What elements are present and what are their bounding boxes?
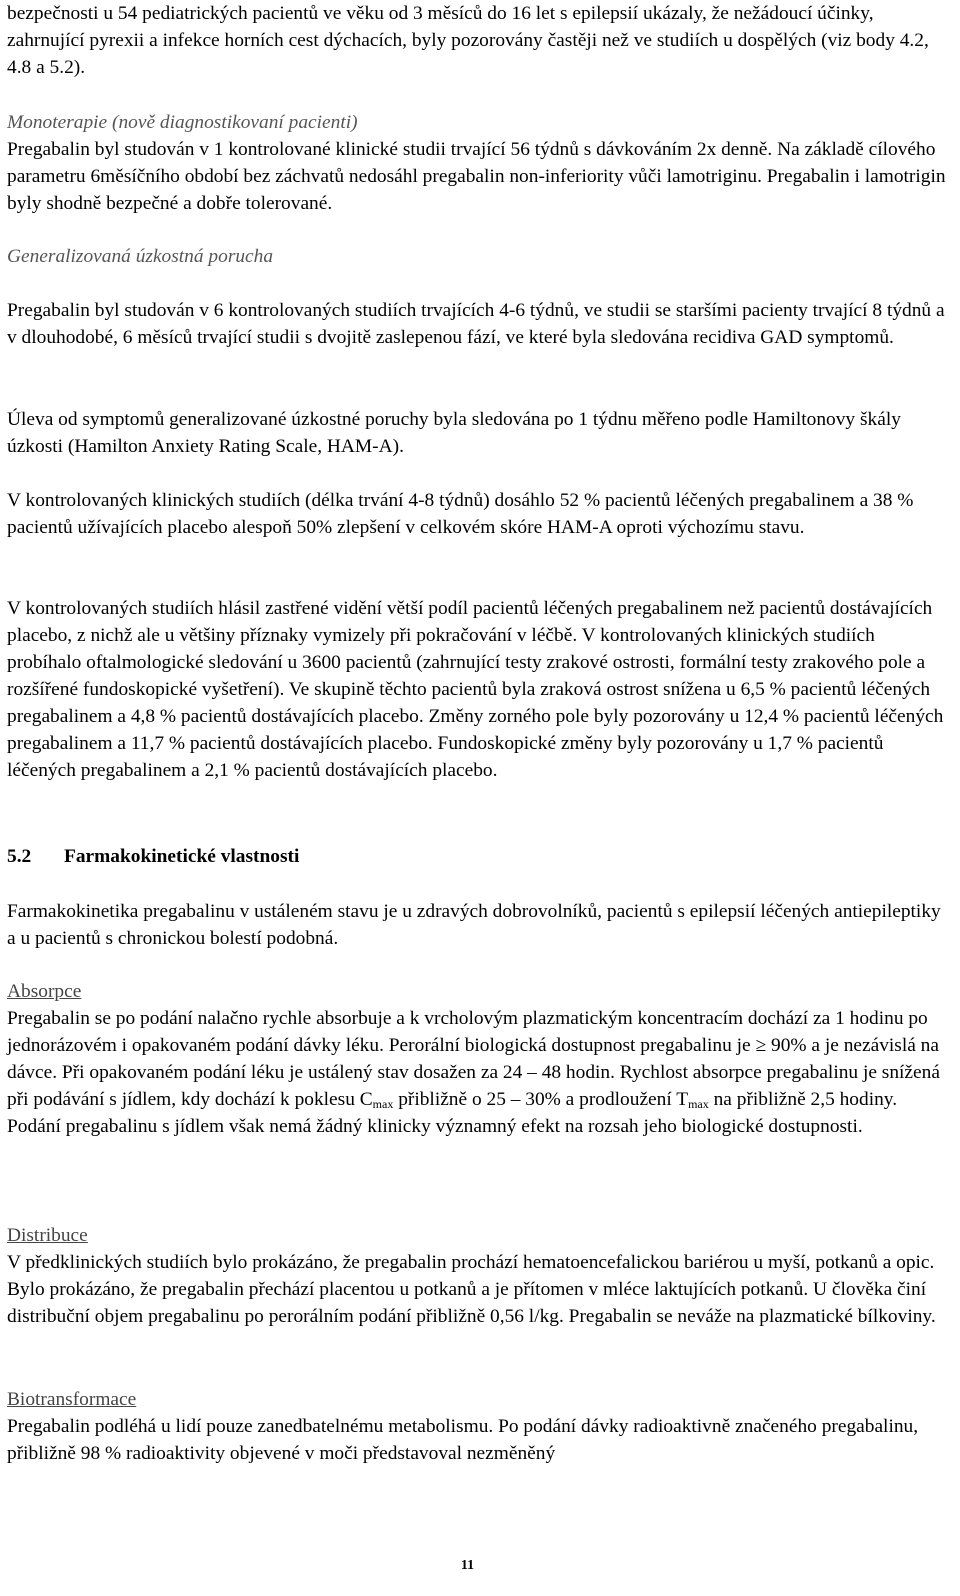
section-title: Farmakokinetické vlastnosti (64, 846, 300, 867)
absorption-text-part-2: 90% a je nezávislá na dávce. Při opakovaném podání léku je ustálený stav dosažen za 24 – 48 hodin. Rychlost absorpce pregabalinu je snížená při podávání s jídlem, kdy dochází k poklesu C (7, 1035, 940, 1110)
distribution-text: V předklinických studiích bylo prokázáno, že pregabalin prochází hematoencefalickou bariérou u myší, potkanů a opic. Bylo prokázáno, že pregabalin přechází placentou u potkanů a je přítomen v mléce laktujících potkanů. U člověka činí distribuční objem pregabalinu po perorálním podání přibližně 0,56 l/kg. Pregabalin se neváže na plazmatické bílkoviny. (7, 1252, 936, 1327)
biotransformation-text: Pregabalin podléhá u lidí pouze zanedbatelnému metabolismu. Po podání dávky radioaktivně značeného pregabalinu, přibližně 98 % radioaktivity objevené v moči představoval nezměněný (7, 1416, 919, 1464)
cmax-subscript: max (372, 1097, 394, 1111)
gad-heading: Generalizovaná úzkostná porucha (7, 246, 274, 267)
greater-equal-symbol: ≥ (755, 1035, 767, 1056)
absorption-text-part-1: Pregabalin se po podání nalačno rychle absorbuje a k vrcholovým plazmatickým koncentracím dochází za 1 hodinu po jednorázovém i opakovaném podání dávky léku. Perorální biologická dostupnost pregabalinu je (7, 1008, 928, 1056)
biotransformation-section (7, 1386, 947, 1467)
monotherapy-text: Pregabalin byl studován v 1 kontrolované klinické studii trvající 56 týdnů s dávkováním 2x denně. Na základě cílového parametru 6měsíčního období bez záchvatů nedosáhl pregabalin non-inferiority vůči lamotriginu. Pregabalin i lamotrigin byly shodně bezpečné a dobře tolerované. (7, 139, 946, 214)
pharmacokinetics-intro: Farmakokinetika pregabalinu v ustáleném stavu je u zdravých dobrovolníků, pacientů s epilepsií léčených antiepileptiky a u pacientů s chronickou bolestí podobná. (7, 901, 941, 949)
page-number: 11 (460, 1558, 475, 1573)
absorption-text (7, 1005, 947, 1140)
tmax-subscript: max (688, 1097, 709, 1111)
absorption-section (7, 978, 947, 1140)
gad-paragraph-1: Pregabalin byl studován v 6 kontrolovaných studiích trvajících 4-6 týdnů, ve studii se staršími pacienty trvající 8 týdnů a v dlouhodobé, 6 měsíců trvající studii s dvojitě zaslepenou fází, ve které byla sledována recidiva GAD symptomů. (7, 300, 945, 348)
gad-paragraph-4: V kontrolovaných studiích hlásil zastřené vidění větší podíl pacientů léčených pregabalinem než pacientů dostávajících placebo, z nichž ale u většiny příznaky vymizely při pokračování v léčbě. V kontrolovaných klinických studiích probíhalo oftalmologické sledování u 3600 pacientů (zahrnující testy zrakové ostrosti, formální testy zrakového pole a rozšířené fundoskopické vyšetření). Ve skupině těchto pacientů byla zraková ostrost snížena u 6,5 % pacientů léčených pregabalinem a 4,8 % pacientů dostávajících placebo. Změny zorného pole byly pozorovány u 12,4 % pacientů léčených pregabalinem a 11,7 % pacientů dostávajících placebo. Fundoskopické změny byly pozorovány u 1,7 % pacientů léčených pregabalinem a 2,1 % pacientů dostávajících placebo. (7, 598, 944, 781)
absorption-heading: Absorpce (7, 981, 82, 1002)
gad-paragraph-2: Úleva od symptomů generalizované úzkostné poruchy byla sledována po 1 týdnu měřeno podle Hamiltonovy škály úzkosti (Hamilton Anxiety Rating Scale, HAM-A). (7, 409, 901, 457)
biotransformation-heading: Biotransformace (7, 1389, 137, 1410)
section-heading-5-2 (7, 843, 947, 870)
distribution-section (7, 1222, 947, 1330)
section-number: 5.2 (7, 846, 32, 867)
absorption-text-part-4: na přibližně 2,5 hodiny. Podání pregabalinu s jídlem však nemá žádný klinicky významný efekt na rozsah jeho biologické dostupnosti. (7, 1089, 898, 1137)
distribution-heading: Distribuce (7, 1225, 88, 1246)
gad-paragraph-3: V kontrolovaných klinických studiích (délka trvání 4-8 týdnů) dosáhlo 52 % pacientů léčených pregabalinem a 38 % pacientů užívajících placebo alespoň 50% zlepšení v celkovém skóre HAM-A oproti výchozímu stavu. (7, 490, 914, 538)
monotherapy-section (7, 109, 947, 217)
monotherapy-heading: Monoterapie (nově diagnostikovaní pacienti) (7, 112, 358, 133)
absorption-text-part-3: přibližně o 25 – 30% a prodloužení T (393, 1089, 689, 1110)
intro-paragraph: bezpečnosti u 54 pediatrických pacientů ve věku od 3 měsíců do 16 let s epilepsií ukázaly, že nežádoucí účinky, zahrnující pyrexii a infekce horních cest dýchacích, byly pozorovány častěji než ve studiích u dospělých (viz body 4.2, 4.8 a 5.2). (7, 3, 929, 78)
